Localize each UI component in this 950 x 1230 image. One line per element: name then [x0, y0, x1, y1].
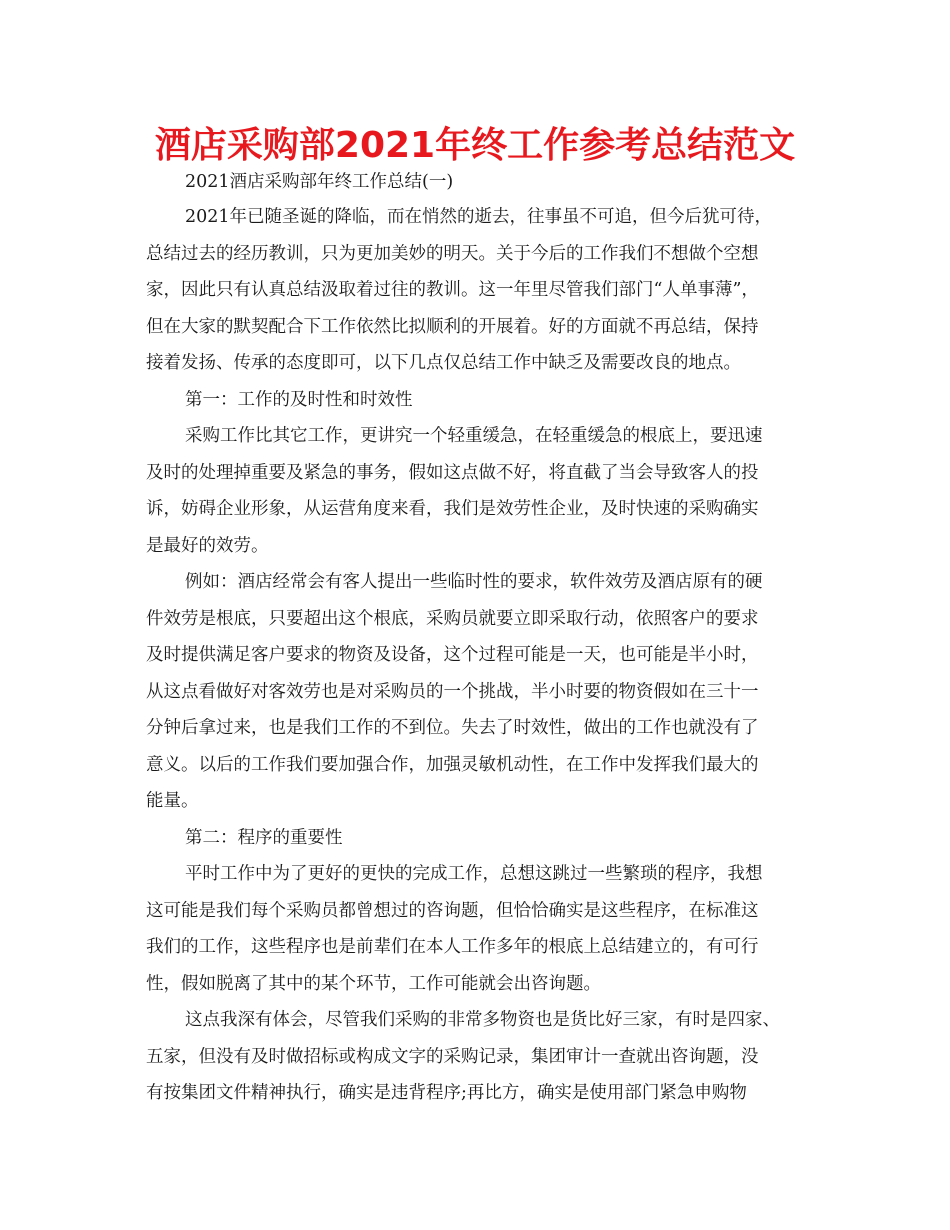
document-subtitle: 2021酒店采购部年终工作总结(一) [185, 172, 454, 192]
section-heading: 第一：工作的及时性和时效性 [185, 389, 413, 410]
paragraph-line: 接着发扬、传承的态度即可，以下几点仅总结工作中缺乏及需要改良的地点。 [146, 353, 741, 373]
paragraph-line: 平时工作中为了更好的更快的完成工作，总想这跳过一些繁琐的程序，我想 [185, 864, 763, 884]
paragraph-line: 但在大家的默契配合下工作依然比拟顺利的开展着。好的方面就不再总结，保持 [146, 316, 759, 337]
document-title: 酒店采购部2021年终工作参考总结范文 [154, 125, 796, 166]
paragraph-line: 总结过去的经历教训，只为更加美妙的明天。关于今后的工作我们不想做个空想 [146, 243, 759, 264]
section-heading: 第二：程序的重要性 [185, 827, 343, 848]
paragraph-line: 这点我深有体会，尽管我们采购的非常多物资也是货比好三家，有时是四家、 [185, 1010, 780, 1030]
paragraph-line: 这可能是我们每个采购员都曾想过的咨询题，但恰恰确实是这些程序，在标准这 [146, 900, 759, 921]
paragraph-line: 是最好的效劳。 [146, 535, 269, 556]
paragraph-line: 2021年已随圣诞的降临，而在悄然的逝去，往事虽不可追，但今后犹可待， [185, 207, 773, 227]
paragraph-line: 采购工作比其它工作，更讲究一个轻重缓急，在轻重缓急的根底上，要迅速 [185, 426, 763, 446]
paragraph-line: 有按集团文件精神执行，确实是违背程序;再比方，确实是使用部门紧急申购物 [146, 1083, 747, 1103]
paragraph-line: 件效劳是根底，只要超出这个根底，采购员就要立即采取行动，依照客户的要求 [146, 608, 759, 629]
paragraph-line: 家，因此只有认真总结汲取着过往的教训。这一年里尽管我们部门“人单事薄”， [146, 280, 759, 300]
paragraph-line: 从这点看做好对客效劳也是对采购员的一个挑战，半小时要的物资假如在三十一 [146, 681, 759, 702]
paragraph-line: 我们的工作，这些程序也是前辈们在本人工作多年的根底上总结建立的，有可行 [146, 937, 759, 957]
paragraph-line: 诉，妨碍企业形象，从运营角度来看，我们是效劳性企业，及时快速的采购确实 [146, 499, 759, 519]
paragraph-line: 能量。 [146, 791, 199, 811]
paragraph-line: 例如：酒店经常会有客人提出一些临时性的要求，软件效劳及酒店原有的硬 [185, 572, 763, 592]
document-body [146, 165, 802, 1112]
paragraph-line: 意义。以后的工作我们要加强合作，加强灵敏机动性，在工作中发挥我们最大的 [146, 754, 759, 775]
paragraph-line: 及时提供满足客户要求的物资及设备，这个过程可能是一天，也可能是半小时， [146, 645, 759, 665]
paragraph-line: 性，假如脱离了其中的某个环节，工作可能就会出咨询题。 [146, 973, 601, 994]
paragraph-line: 分钟后拿过来，也是我们工作的不到位。失去了时效性，做出的工作也就没有了 [146, 718, 759, 738]
paragraph-line: 五家，但没有及时做招标或构成文字的采购记录，集团审计一查就出咨询题，没 [146, 1046, 759, 1067]
paragraph-line: 及时的处理掉重要及紧急的事务，假如这点做不好，将直截了当会导致客人的投 [146, 462, 759, 483]
